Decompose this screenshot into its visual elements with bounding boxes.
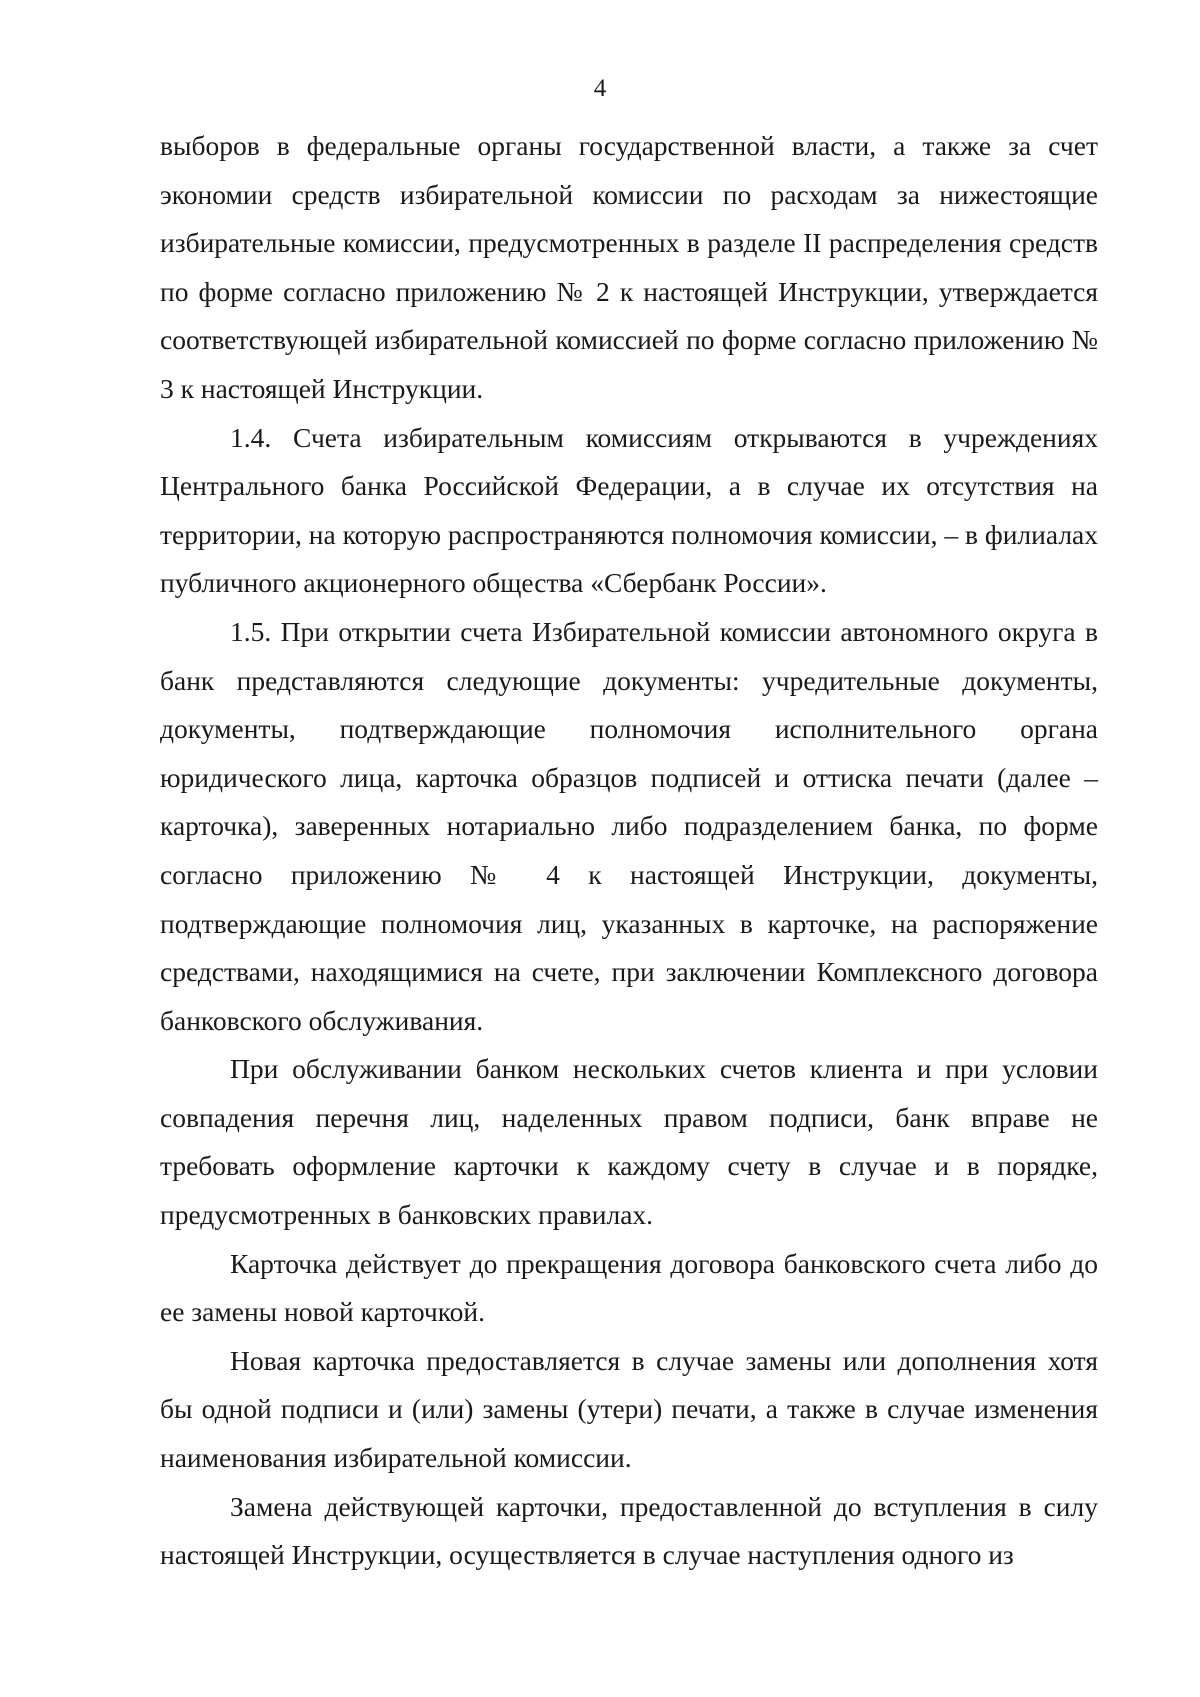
paragraph-1-4-accounts: 1.4. Счета избирательным комиссиям открываются в учреждениях Центрального банка Российской Федерации, а в случае их отсутствия на территории, на которую распространяются полномочия комиссии, – в филиалах публичного акционерного общества «Сбербанк России». [160, 421, 1098, 599]
paragraph-multiple-accounts: При обслуживании банком нескольких счетов клиента и при условии совпадения перечня лиц, наделенных правом подписи, банк вправе не требовать оформление карточки к каждому счету в случае и в порядке, предусмотренных в банковских правилах. [160, 1053, 1098, 1231]
paragraph-new-card: Новая карточка предоставляется в случае замены или дополнения хотя бы одной подписи и (или) замены (утери) печати, а также в случае изменения наименования избирательной комиссии. [160, 1344, 1098, 1474]
document-body [160, 122, 1098, 1580]
paragraph-1-5-documents: 1.5. При открытии счета Избирательной комиссии автономного округа в банк представляются следующие документы: учредительные документы, документы, подтверждающие полномочия исполнительного органа юридического лица, карточка образцов подписей и оттиска печати (далее – карточка), заверенных нотариально либо подразделением банка, по форме согласно приложению № 4 к настоящей Инструкции, документы, подтверждающие полномочия лиц, указанных в карточке, на распоряжение средствами, находящимися на счете, при заключении Комплексного договора банковского обслуживания. [160, 615, 1098, 1036]
paragraph-continuation-funding: выборов в федеральные органы государственной власти, а также за счет экономии средств избирательной комиссии по расходам за нижестоящие избирательные комиссии, предусмотренных в разделе II распределения средств по форме согласно приложению № 2 к настоящей Инструкции, утверждается соответствующей избирательной комиссией по форме согласно приложению № 3 к настоящей Инструкции. [160, 130, 1098, 404]
paragraph-card-validity: Карточка действует до прекращения договора банковского счета либо до ее замены новой карточкой. [160, 1247, 1098, 1328]
page-number: 4 [593, 75, 607, 102]
paragraph-card-replacement: Замена действующей карточки, предоставленной до вступления в силу настоящей Инструкции, осуществляется в случае наступления одного из [160, 1490, 1098, 1571]
